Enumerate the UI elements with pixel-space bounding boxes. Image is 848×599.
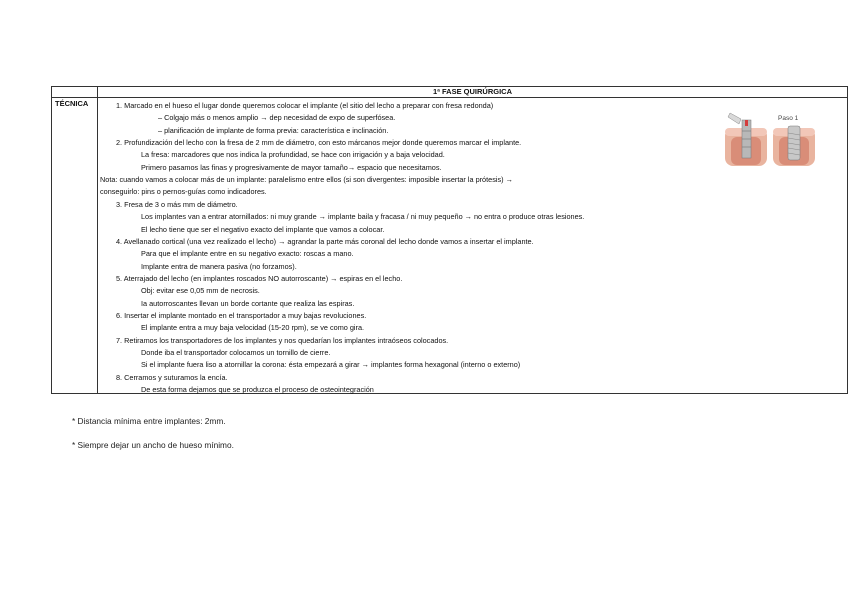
technique-line: Para que el implante entre en su negativo exacto: roscas a mano. <box>141 249 354 259</box>
table-header: 1ª FASE QUIRÚRGICA <box>98 87 848 98</box>
technique-line: conseguirlo: pins o pernos-guías como indicadores. <box>100 187 267 197</box>
technique-cell <box>98 98 848 394</box>
technique-line: 5. Aterrajado del lecho (en implantes roscados NO autorroscante) → espiras en el lecho. <box>116 273 403 283</box>
technique-line: Donde iba el transportador colocamos un tornillo de cierre. <box>141 348 331 357</box>
technique-line: Si el implante fuera liso a atornillar la corona: ésta empezará a girar → implantes forma hexagonal (interno o externo) <box>141 360 521 370</box>
technique-line: 3. Fresa de 3 o más mm de diámetro. <box>116 199 238 209</box>
technique-line: 7. Retiramos los transportadores de los implantes y nos quedarían los implantes intraóseos colocados. <box>116 335 449 345</box>
technique-line: La fresa: marcadores que nos indica la profundidad, se hace con irrigación y a baja velocidad. <box>141 150 445 160</box>
technique-line: Obj: evitar ese 0,05 mm de necrosis. <box>141 286 260 296</box>
header-empty-cell <box>52 87 98 98</box>
footnote-min-bone: * Siempre dejar un ancho de hueso mínimo. <box>72 440 234 450</box>
surgery-table <box>51 86 848 394</box>
technique-line: El implante entra a muy baja velocidad (15-20 rpm), se ve como gira. <box>141 323 365 333</box>
row-label: TÉCNICA <box>52 98 98 394</box>
implant-step1-figure <box>773 115 815 166</box>
technique-line: – Colgajo más o menos amplio → dep necesidad de expo de superfósea. <box>158 113 396 123</box>
technique-line: Implante entra de manera pasiva (no forzamos). <box>141 261 297 271</box>
technique-line: 2. Profundización del lecho con la fresa de 2 mm de diámetro, con esto márcanos mejor donde queremos marcar el implante. <box>116 138 522 148</box>
technique-line: 8. Cerramos y suturamos la encía. <box>116 372 228 382</box>
technique-line: 4. Avellanado cortical (una vez realizado el lecho) → agrandar la parte más coronal del lecho donde vamos a insertar el implante. <box>116 236 534 246</box>
technique-line: De esta forma dejamos que se produzca el proceso de osteointegración <box>141 385 374 395</box>
technique-line: 6. Insertar el implante montado en el transportador a muy bajas revoluciones. <box>116 310 367 320</box>
footnote-min-distance: * Distancia mínima entre implantes: 2mm. <box>72 416 226 426</box>
technique-line: – planificación de implante de forma previa: característica e inclinación. <box>158 125 389 135</box>
technique-line: Ia autorroscantes llevan un borde cortante que realiza las espiras. <box>141 298 355 308</box>
implant-illustrations <box>715 111 820 171</box>
table-body-row <box>52 98 848 394</box>
technique-line: Primero pasamos las finas y progresivamente de mayor tamaño→ espacio que necesitamos. <box>141 162 442 172</box>
technique-line: Nota: cuando vamos a colocar más de un implante: paralelismo entre ellos (si son divergentes: imposible insertar la prótesis) → <box>100 175 513 185</box>
technique-line: Los implantes van a entrar atornillados: ni muy grande → implante baila y fracasa / ni muy pequeño → no entra o produce otras lesiones. <box>141 212 585 222</box>
technique-line: El lecho tiene que ser el negativo exacto del implante que vamos a colocar. <box>141 224 385 234</box>
figure-caption: Paso 1 <box>778 115 799 122</box>
table-header-row <box>52 87 848 98</box>
implant-drill-figure <box>725 113 767 166</box>
technique-line: 1. Marcado en el hueso el lugar donde queremos colocar el implante (el sitio del lecho a preparar con fresa redonda) <box>116 101 494 110</box>
